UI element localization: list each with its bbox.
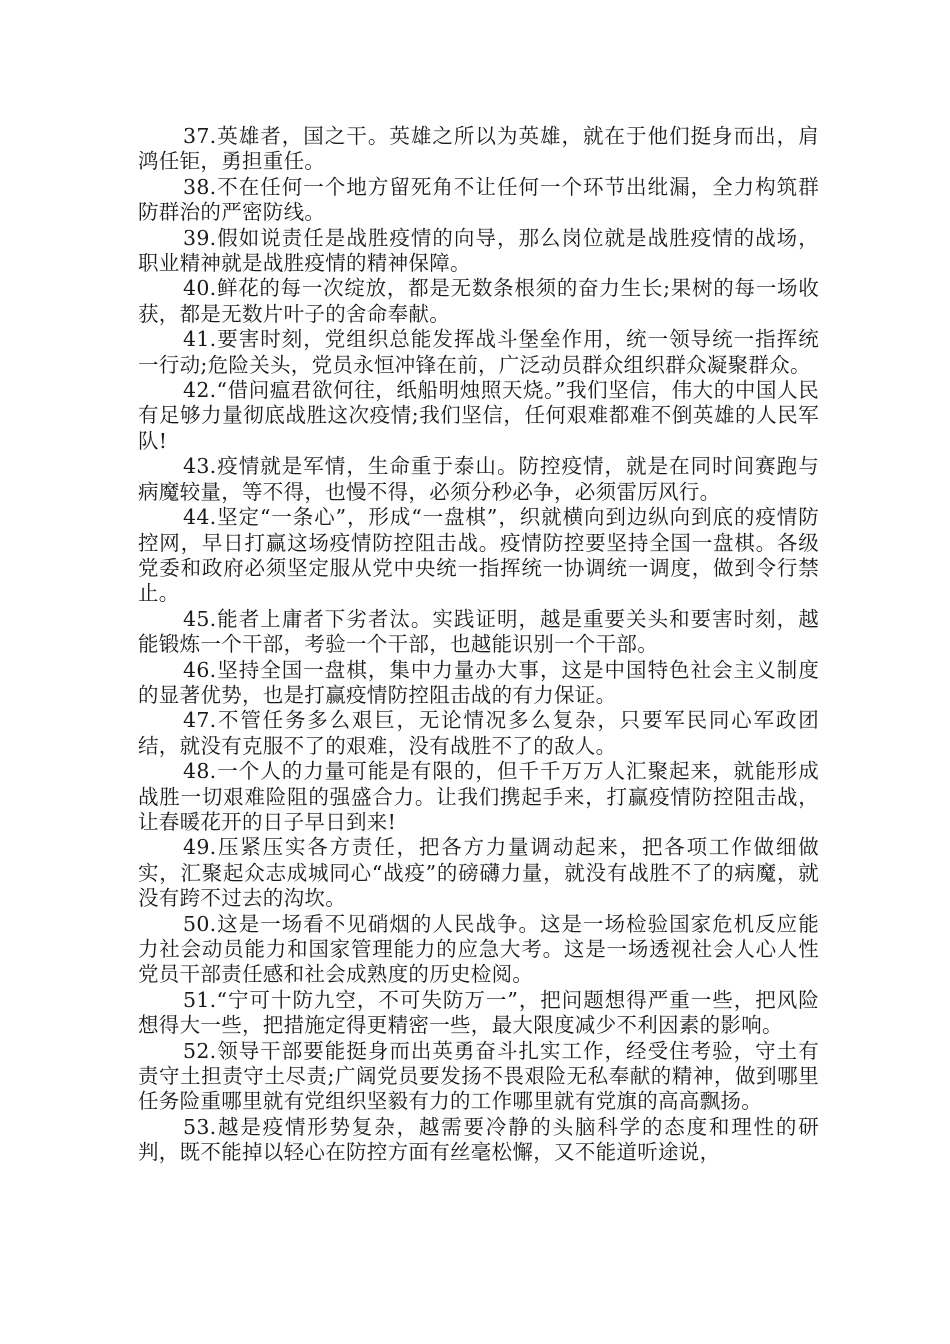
paragraph-45: 45.能者上庸者下劣者汰。实践证明，越是重要关头和要害时刻，越能锻炼一个干部，考验一个干部，也越能识别一个干部。 (138, 606, 819, 657)
paragraph-48: 48.一个人的力量可能是有限的，但千千万万人汇聚起来，就能形成战胜一切艰难险阻的强盛合力。让我们携起手来，打赢疫情防控阻击战，让春暖花开的日子早日到来! (138, 759, 819, 834)
paragraph-50: 50.这是一场看不见硝烟的人民战争。这是一场检验国家危机反应能力社会动员能力和国家管理能力的应急大考。这是一场透视社会人心人性党员干部责任感和社会成熟度的历史检阅。 (138, 911, 819, 987)
paragraph-53: 53.越是疫情形势复杂，越需要冷静的头脑科学的态度和理性的研判，既不能掉以轻心在防控方面有丝毫松懈，又不能道听途说， (138, 1114, 819, 1165)
paragraph-38: 38.不在任何一个地方留死角不让任何一个环节出纰漏，全力构筑群防群治的严密防线。 (138, 174, 819, 225)
paragraph-47: 47.不管任务多么艰巨，无论情况多么复杂，只要军民同心军政团结，就没有克服不了的艰难，没有战胜不了的敌人。 (138, 708, 819, 758)
paragraph-37: 37.英雄者，国之干。英雄之所以为英雄，就在于他们挺身而出，肩鸿任钜，勇担重任。 (138, 124, 819, 174)
paragraph-40: 40.鲜花的每一次绽放，都是无数条根须的奋力生长;果树的每一场收获，都是无数片叶子的舍命奉献。 (138, 276, 819, 326)
document-body (138, 124, 819, 1166)
paragraph-46: 46.坚持全国一盘棋，集中力量办大事，这是中国特色社会主义制度的显著优势，也是打赢疫情防控阻击战的有力保证。 (138, 657, 819, 707)
paragraph-52: 52.领导干部要能挺身而出英勇奋斗扎实工作，经受住考验，守土有责守土担责守土尽责;广阔党员要发扬不畏艰险无私奉献的精神，做到哪里任务险重哪里就有党组织坚毅有力的工作哪里就有党旗的高高飘扬。 (138, 1038, 819, 1114)
paragraph-42: 42.“借问瘟君欲何往，纸船明烛照天烧。”我们坚信，伟大的中国人民有足够力量彻底战胜这次疫情;我们坚信，任何艰难都难不倒英雄的人民军队! (138, 378, 819, 453)
paragraph-51: 51.“宁可十防九空，不可失防万一”，把问题想得严重一些，把风险想得大一些，把措施定得更精密一些，最大限度减少不利因素的影响。 (138, 987, 819, 1038)
paragraph-39: 39.假如说责任是战胜疫情的向导，那么岗位就是战胜疫情的战场，职业精神就是战胜疫情的精神保障。 (138, 225, 819, 276)
paragraph-44: 44.坚定“一条心”，形成“一盘棋”，织就横向到边纵向到底的疫情防控网，早日打赢这场疫情防控阻击战。疫情防控要坚持全国一盘棋。各级党委和政府必须坚定服从党中央统一指挥统一协调统一调度，做到令行禁止。 (138, 505, 819, 606)
paragraph-49: 49.压紧压实各方责任，把各方力量调动起来，把各项工作做细做实，汇聚起众志成城同心“战疫”的磅礴力量，就没有战胜不了的病魔，就没有跨不过去的沟坎。 (138, 835, 819, 911)
paragraph-41: 41.要害时刻，党组织总能发挥战斗堡垒作用，统一领导统一指挥统一行动;危险关头，党员永恒冲锋在前，广泛动员群众组织群众凝聚群众。 (138, 327, 819, 377)
paragraph-43: 43.疫情就是军情，生命重于泰山。防控疫情，就是在同时间赛跑与病魔较量，等不得，也慢不得，必须分秒必争，必须雷厉风行。 (138, 454, 819, 504)
